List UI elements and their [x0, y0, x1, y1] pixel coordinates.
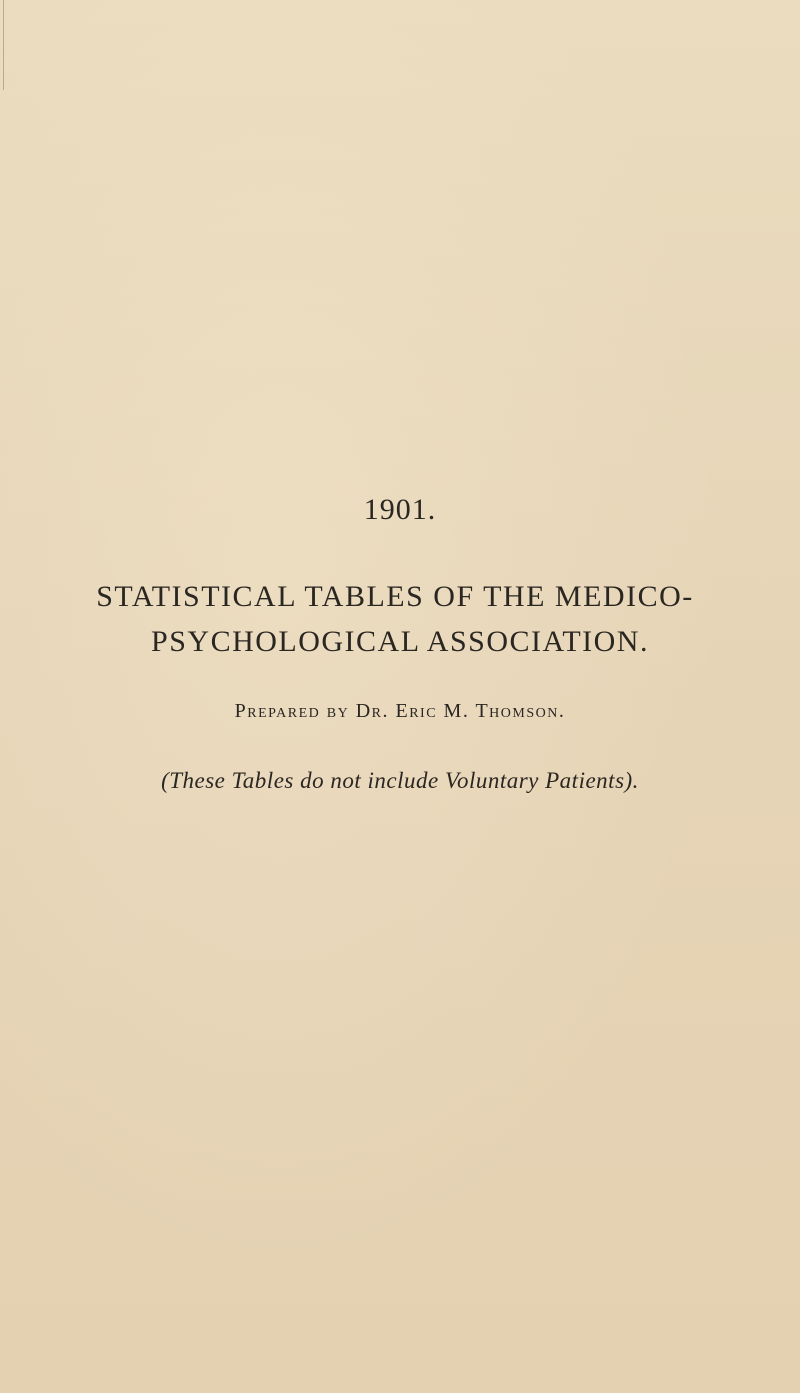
exclusion-note: (These Tables do not include Voluntary Patients).: [161, 768, 639, 793]
year-heading: 1901.: [363, 493, 437, 526]
prepared-by-line: Prepared by Dr. Eric M. Thomson.: [234, 700, 566, 722]
title-line-2: PSYCHOLOGICAL ASSOCIATION.: [151, 625, 649, 658]
page-edge-line: [3, 0, 4, 90]
title-line-1: STATISTICAL TABLES OF THE MEDICO-: [96, 580, 694, 613]
